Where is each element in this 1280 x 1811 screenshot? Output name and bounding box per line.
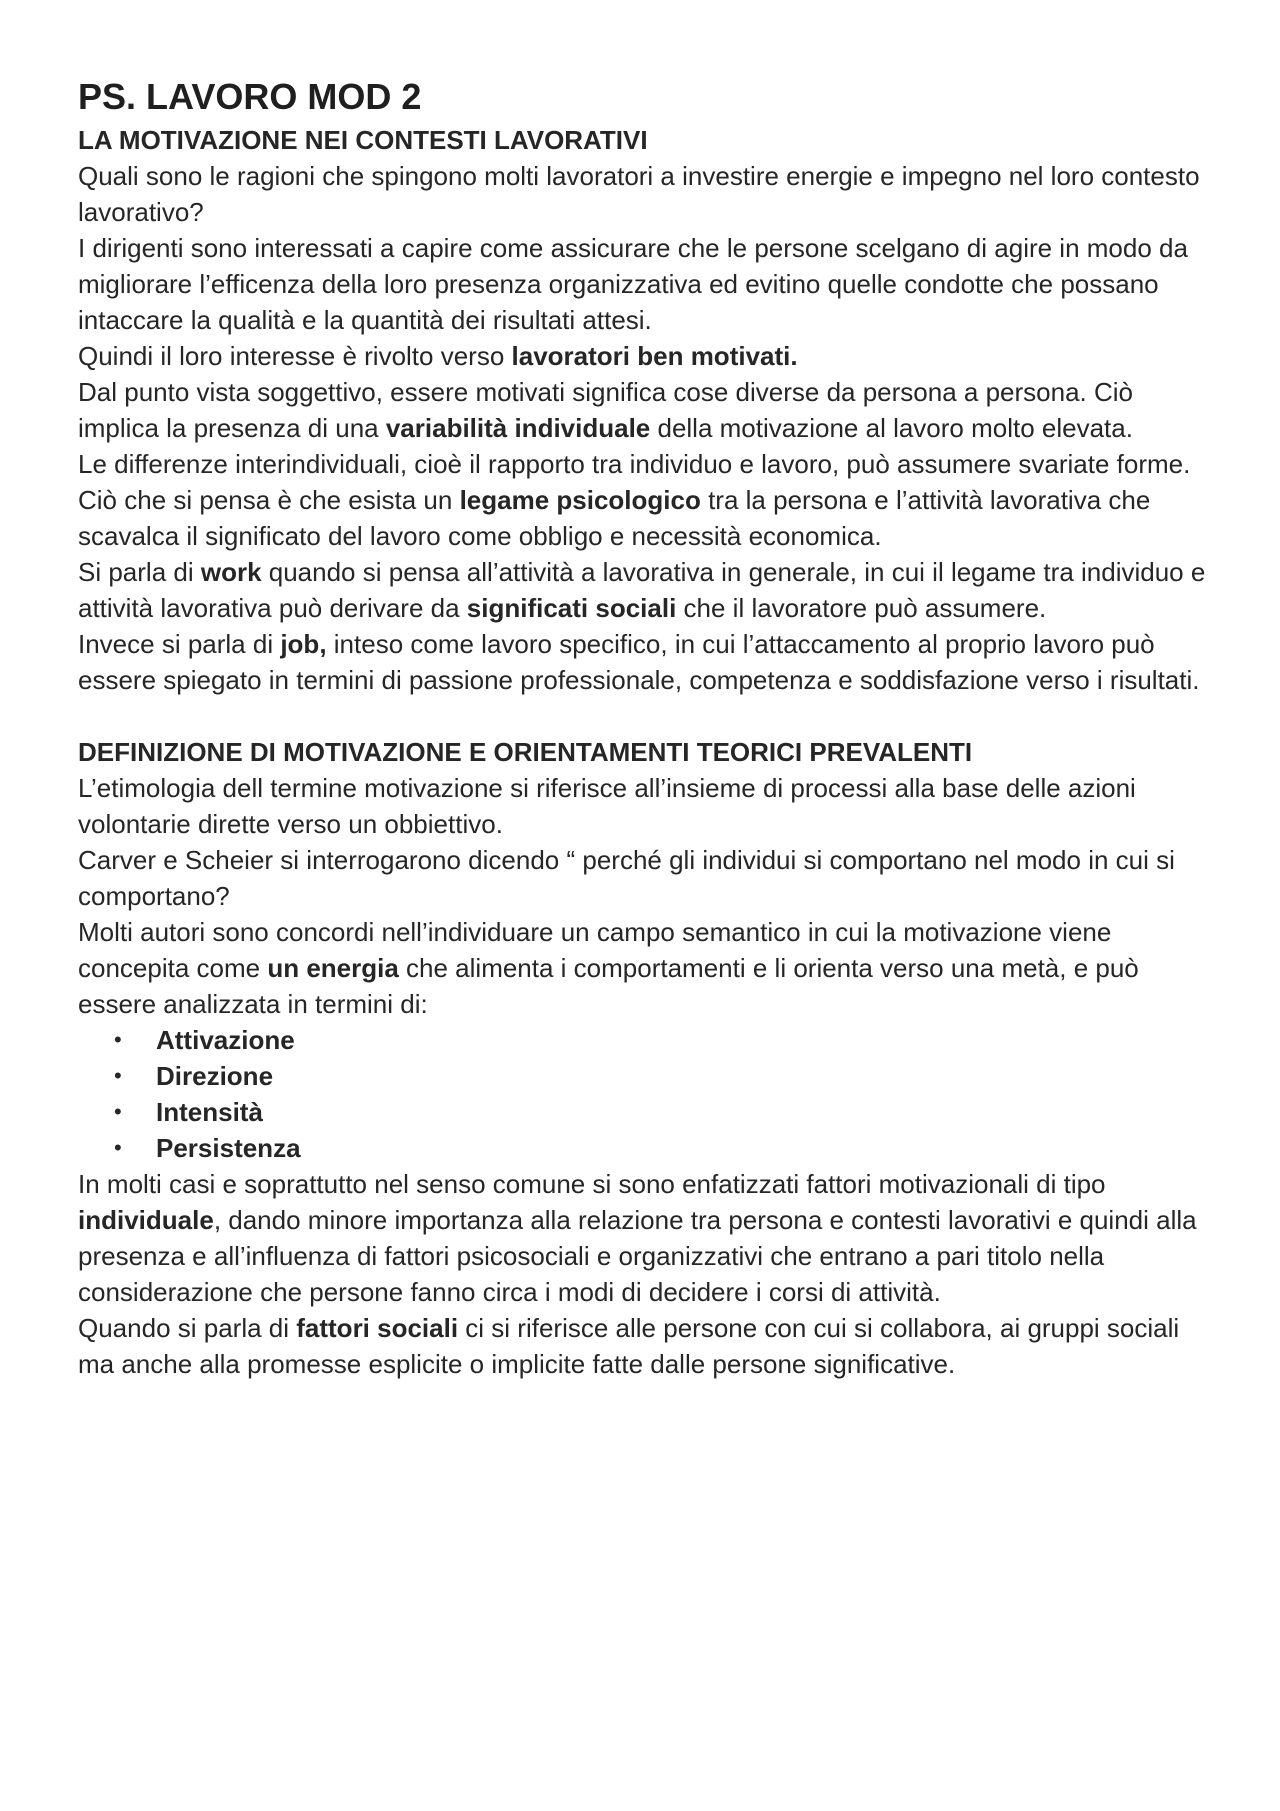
- paragraph: Le differenze interindividuali, cioè il rapporto tra individuo e lavoro, può assumere svariate forme.: [78, 449, 1191, 479]
- paragraph-text: inteso come lavoro specifico, in cui l’attaccamento al proprio lavoro può essere spiegato in termini di passione professionale, competenza e soddisfazione verso i risultati.: [78, 629, 1200, 695]
- paragraph-text: che alimenta i comportamenti e li orienta verso una metà, e può essere analizzata in termini di:: [78, 953, 1139, 1019]
- paragraph: [78, 482, 1216, 554]
- paragraph: [78, 914, 1216, 1022]
- paragraph: [78, 1310, 1216, 1382]
- section-heading-definizione-motivazione: DEFINIZIONE DI MOTIVAZIONE E ORIENTAMENTI TEORICI PREVALENTI: [78, 737, 973, 767]
- paragraph: [78, 374, 1216, 446]
- paragraph: [78, 338, 1216, 374]
- list-item: [114, 1130, 1216, 1166]
- paragraph: [78, 1166, 1216, 1310]
- document-title: PS. LAVORO MOD 2: [78, 76, 422, 117]
- list-item-label: Intensità: [156, 1097, 263, 1127]
- list-item: [114, 1094, 1216, 1130]
- paragraph: Quali sono le ragioni che spingono molti lavoratori a investire energie e impegno nel loro contesto lavorativo?: [78, 161, 1200, 227]
- paragraph-text: quando si pensa all’attività a lavorativa in generale, in cui il legame tra individuo e attività lavorativa può derivare da: [78, 557, 1206, 623]
- list-item-label: Direzione: [156, 1061, 274, 1091]
- section-spacer: [78, 698, 1216, 734]
- paragraph-text: ci si riferisce alle persone con cui si collabora, ai gruppi sociali ma anche alla promesse esplicite o implicite fatte dalle persone significative.: [78, 1313, 1180, 1379]
- paragraph-text: Quindi il loro interesse è rivolto verso: [78, 341, 512, 371]
- bold-term: legame psicologico: [459, 485, 701, 515]
- paragraph-text: , dando minore importanza alla relazione tra persona e contesti lavorativi e quindi alla presenza e all’influenza di fattori psicosociali e organizzativi che entrano a pari titolo nella considerazione che persone fanno circa i modi di decidere i corsi di attività.: [78, 1205, 1197, 1307]
- bullet-icon: •: [114, 1099, 122, 1124]
- paragraph-text: della motivazione al lavoro molto elevata.: [650, 413, 1133, 443]
- paragraph: L’etimologia dell termine motivazione si riferisce all’insieme di processi alla base delle azioni volontarie dirette verso un obbiettivo.: [78, 773, 1136, 839]
- paragraph-text: Molti autori sono concordi nell’individuare un campo semantico in cui la motivazione viene concepita come: [78, 917, 1112, 983]
- bullet-list-dimensions: [78, 1022, 1216, 1166]
- paragraph-text: Quando si parla di: [78, 1313, 297, 1343]
- bullet-icon: •: [114, 1063, 122, 1088]
- paragraph: [78, 554, 1216, 626]
- bold-term: significati sociali: [466, 593, 677, 623]
- paragraph-text: che il lavoratore può assumere.: [676, 593, 1047, 623]
- list-item-label: Persistenza: [156, 1133, 301, 1163]
- bold-term: work: [200, 557, 262, 587]
- bold-term: job,: [280, 629, 327, 659]
- bold-term: individuale: [78, 1205, 214, 1235]
- list-item-label: Attivazione: [156, 1025, 295, 1055]
- paragraph-text: Si parla di: [78, 557, 201, 587]
- bullet-icon: •: [114, 1135, 122, 1160]
- paragraph-text: Invece si parla di: [78, 629, 281, 659]
- paragraph: Carver e Scheier si interrogarono dicendo “ perché gli individui si comportano nel modo in cui si comportano?: [78, 845, 1175, 911]
- bullet-icon: •: [114, 1027, 122, 1052]
- paragraph: I dirigenti sono interessati a capire come assicurare che le persone scelgano di agire in modo da migliorare l’efficenza della loro presenza organizzativa ed evitino quelle condotte che possano intaccare la qualità e la quantità dei risultati attesi.: [78, 233, 1188, 335]
- section-heading-motivazione-contesti: LA MOTIVAZIONE NEI CONTESTI LAVORATIVI: [78, 125, 648, 155]
- paragraph-text: In molti casi e soprattutto nel senso comune si sono enfatizzati fattori motivazionali di tipo: [78, 1169, 1106, 1199]
- bold-term: fattori sociali: [296, 1313, 459, 1343]
- list-item: [114, 1058, 1216, 1094]
- paragraph-text: Dal punto vista soggettivo, essere motivati significa cose diverse da persona a persona. Ciò implica la presenza di una: [78, 377, 1134, 443]
- paragraph-text: tra la persona e l’attività lavorativa che scavalca il significato del lavoro come obbligo e necessità economica.: [78, 485, 1151, 551]
- paragraph-text: Ciò che si pensa è che esista un: [78, 485, 460, 515]
- list-item: [114, 1022, 1216, 1058]
- bold-term: lavoratori ben motivati.: [511, 341, 798, 371]
- bold-term: un energia: [267, 953, 399, 983]
- bold-term: variabilità individuale: [385, 413, 651, 443]
- paragraph: [78, 626, 1216, 698]
